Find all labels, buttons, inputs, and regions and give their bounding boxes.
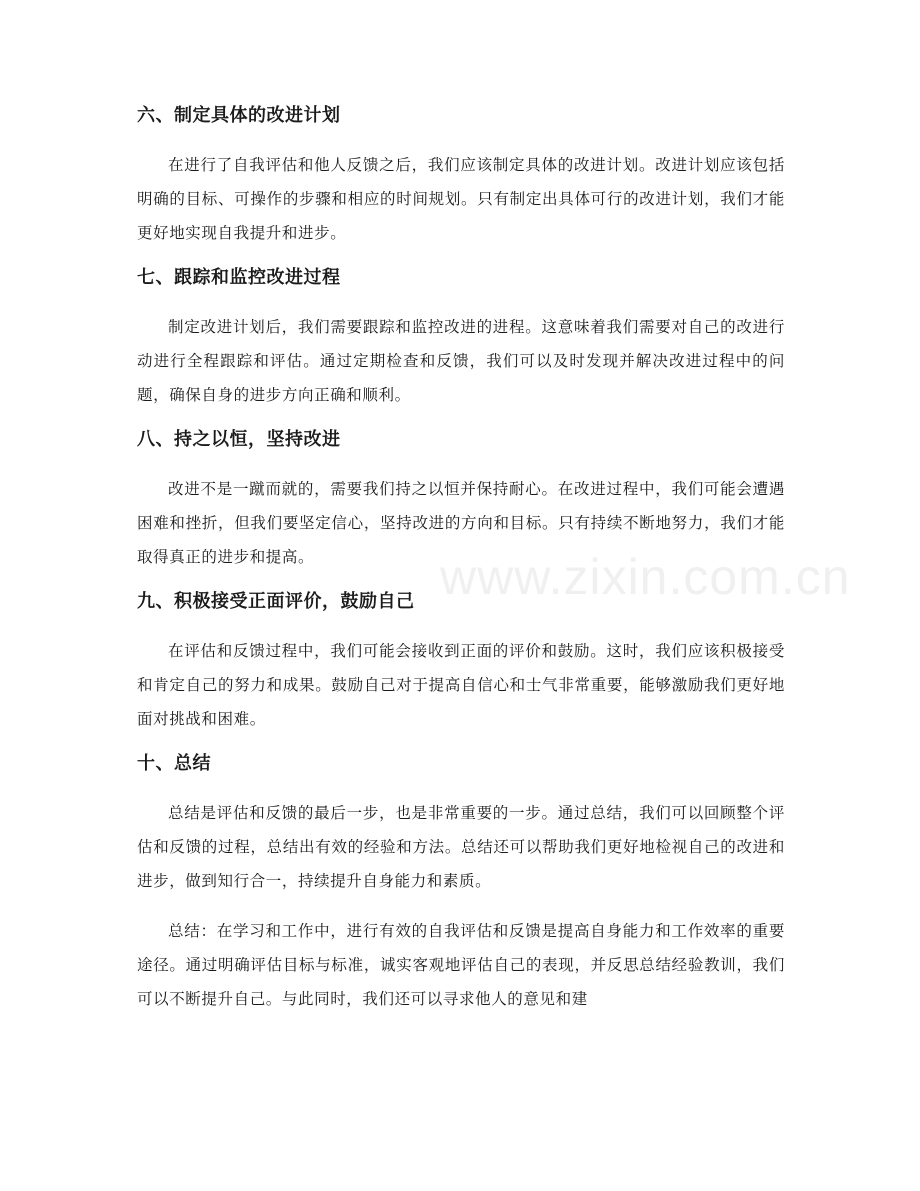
section-heading: 八、持之以恒，坚持改进 [137,429,341,450]
section-10 [137,752,785,1016]
section-paragraph: 在评估和反馈过程中，我们可能会接收到正面的评价和鼓励。这时，我们应该积极接受和肯定自己的努力和成果。鼓励自己对于提高自信心和士气非常重要，能够激励我们更好地面对挑战和困难。 [137,642,785,728]
section-paragraph: 改进不是一蹴而就的，需要我们持之以恒并保持耐心。在改进过程中，我们可能会遭遇困难和挫折，但我们要坚定信心，坚持改进的方向和目标。只有持续不断地努力，我们才能取得真正的进步和提高。 [137,480,785,566]
section-heading: 六、制定具体的改进计划 [137,105,341,126]
section-heading: 十、总结 [137,753,211,774]
section-9 [137,590,785,736]
watermark: www.zixin.com.cn [440,549,851,605]
section-7 [137,266,785,412]
section-8 [137,428,785,574]
document-body [137,104,785,1032]
section-paragraph: 在进行了自我评估和他人反馈之后，我们应该制定具体的改进计划。改进计划应该包括明确的目标、可操作的步骤和相应的时间规划。只有制定出具体可行的改进计划，我们才能更好地实现自我提升和进步。 [137,156,785,242]
section-heading: 九、积极接受正面评价，鼓励自己 [137,591,415,612]
section-paragraph: 制定改进计划后，我们需要跟踪和监控改进的进程。这意味着我们需要对自己的改进行动进行全程跟踪和评估。通过定期检查和反馈，我们可以及时发现并解决改进过程中的问题，确保自身的进步方向正确和顺利。 [137,318,785,404]
section-paragraph: 总结是评估和反馈的最后一步，也是非常重要的一步。通过总结，我们可以回顾整个评估和反馈的过程，总结出有效的经验和方法。总结还可以帮助我们更好地检视自己的改进和进步，做到知行合一，持续提升自身能力和素质。 [137,804,785,890]
section-heading: 七、跟踪和监控改进过程 [137,267,341,288]
section-6 [137,104,785,250]
summary-paragraph: 总结：在学习和工作中，进行有效的自我评估和反馈是提高自身能力和工作效率的重要途径。通过明确评估目标与标准，诚实客观地评估自己的表现，并反思总结经验教训，我们可以不断提升自己。与此同时，我们还可以寻求他人的意见和建 [137,922,785,1008]
